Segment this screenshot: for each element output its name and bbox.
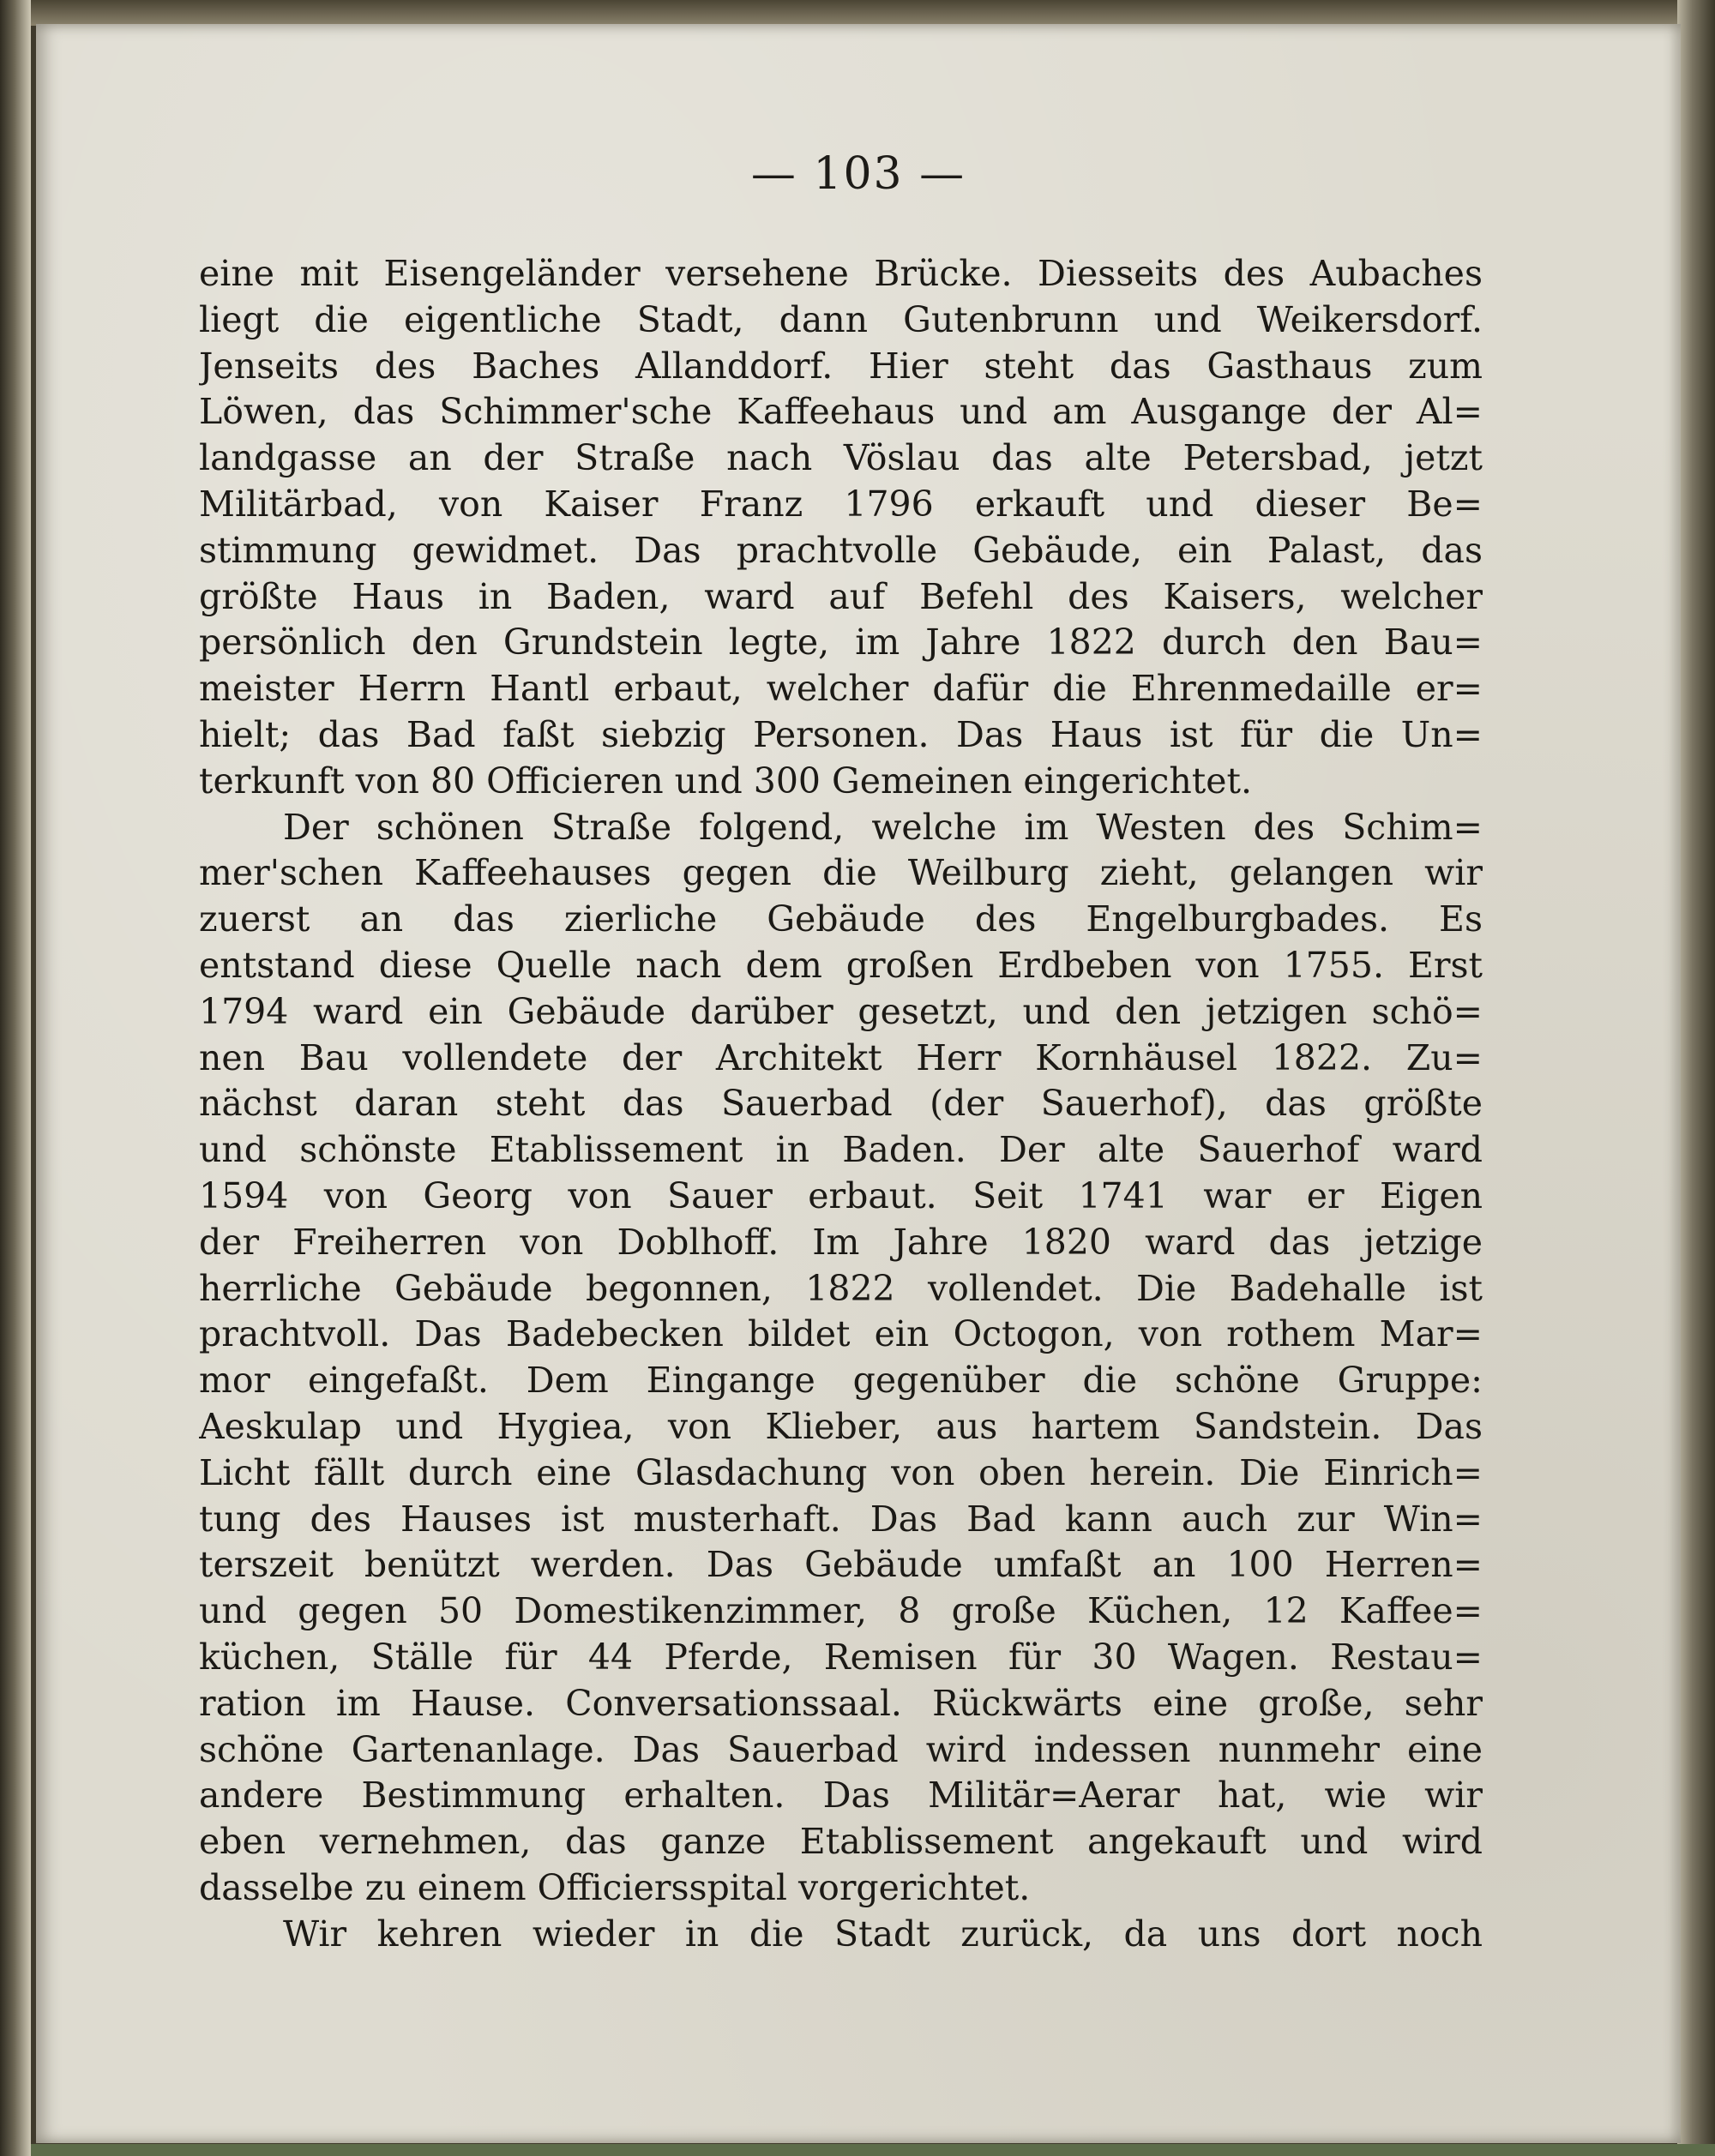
text-line: liegt die eigentliche Stadt, dann Gutenbrunn und Weikersdorf. — [199, 298, 1483, 340]
page-number: — 103 — — [750, 148, 966, 200]
text-line: und schönste Etablissement in Baden. Der alte Sauerhof ward — [199, 1129, 1483, 1171]
text-line: entstand diese Quelle nach dem großen Erdbeben von 1755. Erst — [199, 944, 1483, 986]
bottom-cover-edge — [31, 2144, 1715, 2156]
text-line: schöne Gartenanlage. Das Sauerbad wird indessen nunmehr eine — [199, 1728, 1483, 1770]
text-line: stimmung gewidmet. Das prachtvolle Gebäude, ein Palast, das — [199, 529, 1483, 571]
text-line: hielt; das Bad faßt siebzig Personen. Das Haus ist für die Un= — [199, 713, 1483, 755]
text-line: andere Bestimmung erhalten. Das Militär=Aerar hat, wie wir — [199, 1775, 1483, 1817]
text-line: küchen, Ställe für 44 Pferde, Remisen für 30 Wagen. Restau= — [199, 1636, 1483, 1678]
text-line: Jenseits des Baches Allanddorf. Hier steht das Gasthaus zum — [199, 345, 1483, 387]
text-line: terkunft von 80 Officieren und 300 Gemeinen eingerichtet. — [199, 760, 1253, 802]
text-line: der Freiherren von Doblhoff. Im Jahre 1820 ward das jetzige — [199, 1221, 1483, 1263]
right-page-edge — [1677, 0, 1715, 2156]
body-text — [199, 251, 1483, 1957]
left-page-edge — [0, 0, 31, 2156]
text-line: Militärbad, von Kaiser Franz 1796 erkauft und dieser Be= — [199, 483, 1483, 525]
text-line: Aeskulap und Hygiea, von Klieber, aus hartem Sandstein. Das — [199, 1405, 1483, 1447]
text-line: landgasse an der Straße nach Vöslau das alte Petersbad, jetzt — [199, 437, 1483, 479]
text-line: herrliche Gebäude begonnen, 1822 vollendet. Die Badehalle ist — [199, 1267, 1483, 1309]
text-line: tung des Hauses ist musterhaft. Das Bad kann auch zur Win= — [199, 1498, 1483, 1540]
text-line: nen Bau vollendete der Architekt Herr Kornhäusel 1822. Zu= — [199, 1036, 1483, 1078]
text-line: nächst daran steht das Sauerbad (der Sauerhof), das größte — [199, 1083, 1483, 1125]
text-line: Löwen, das Schimmer'sche Kaffeehaus und am Ausgange der Al= — [199, 391, 1483, 433]
text-line: mor eingefaßt. Dem Eingange gegenüber die schöne Gruppe: — [199, 1360, 1483, 1402]
text-line: und gegen 50 Domestikenzimmer, 8 große Küchen, 12 Kaffee= — [199, 1590, 1483, 1632]
text-line: eben vernehmen, das ganze Etablissement angekauft und wird — [199, 1821, 1483, 1863]
text-line: Der schönen Straße folgend, welche im Westen des Schim= — [283, 806, 1483, 848]
text-line: eine mit Eisengeländer versehene Brücke. Diesseits des Aubaches — [199, 253, 1483, 294]
text-line: Licht fällt durch eine Glasdachung von oben herein. Die Einrich= — [199, 1451, 1483, 1493]
text-line: 1794 ward ein Gebäude darüber gesetzt, und den jetzigen schö= — [199, 990, 1483, 1032]
text-line: prachtvoll. Das Badebecken bildet ein Octogon, von rothem Mar= — [199, 1313, 1483, 1355]
text-line: ration im Hause. Conversationssaal. Rückwärts eine große, sehr — [199, 1682, 1483, 1724]
text-line: Wir kehren wieder in die Stadt zurück, da uns dort noch — [283, 1913, 1483, 1955]
book-page — [36, 24, 1681, 2143]
top-binding-edge — [31, 0, 1715, 26]
text-line: 1594 von Georg von Sauer erbaut. Seit 1741 war er Eigen — [199, 1174, 1483, 1216]
text-line: zuerst an das zierliche Gebäude des Engelburgbades. Es — [199, 898, 1483, 940]
text-line: meister Herrn Hantl erbaut, welcher dafür die Ehrenmedaille er= — [199, 668, 1483, 710]
text-line: dasselbe zu einem Officiersspital vorgerichtet. — [199, 1866, 1031, 1908]
text-line: größte Haus in Baden, ward auf Befehl des Kaisers, welcher — [199, 575, 1483, 617]
text-line: mer'schen Kaffeehauses gegen die Weilburg zieht, gelangen wir — [199, 852, 1483, 894]
text-line: persönlich den Grundstein legte, im Jahre 1822 durch den Bau= — [199, 622, 1483, 664]
text-line: terszeit benützt werden. Das Gebäude umfaßt an 100 Herren= — [199, 1544, 1483, 1586]
